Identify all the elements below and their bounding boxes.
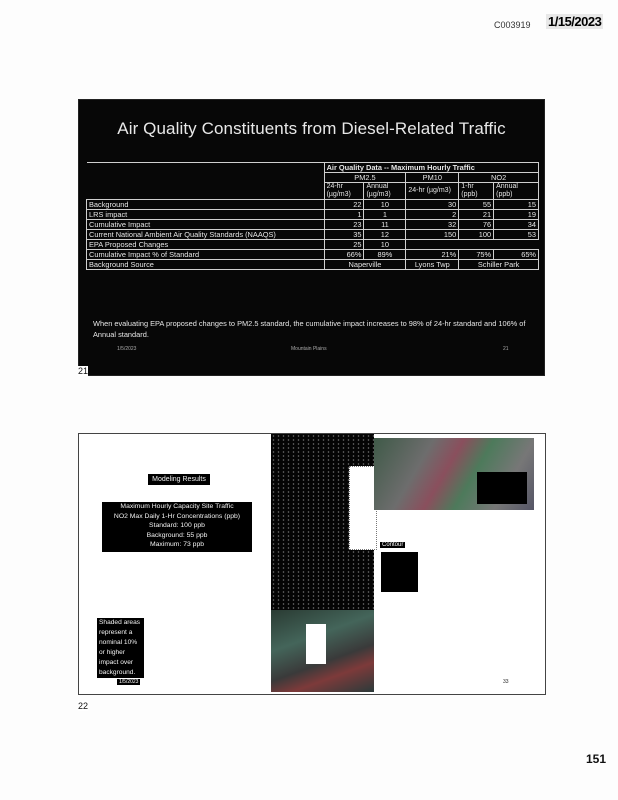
- row-label: Cumulative Impact % of Standard: [87, 250, 325, 260]
- slide-page-number: 33: [503, 679, 509, 685]
- table-cell: 53: [494, 230, 539, 240]
- footer-date: 1/5/2023: [119, 679, 139, 685]
- table-cell: 100: [459, 230, 494, 240]
- table-cell: 1: [324, 210, 364, 220]
- table-cell: 89%: [364, 250, 406, 260]
- document-id: C003919: [494, 20, 531, 30]
- table-row: [87, 210, 539, 220]
- table-cell: 2: [406, 210, 459, 220]
- pollutant-pm10: PM10: [406, 173, 459, 183]
- air-quality-table: [86, 162, 539, 270]
- table-cell: 10: [364, 240, 406, 250]
- table-cell: 21%: [406, 250, 459, 260]
- table-cell: 75%: [459, 250, 494, 260]
- table-cell: 32: [406, 220, 459, 230]
- note-line: Shaded areas: [99, 619, 141, 626]
- table-cell: 1: [364, 210, 406, 220]
- slide-footer-date: 1/5/2023: [117, 346, 137, 352]
- table-row: [87, 250, 539, 260]
- table-cell: 34: [494, 220, 539, 230]
- note-line: background.: [99, 669, 136, 676]
- modeling-results-title: Modeling Results: [148, 474, 210, 485]
- slide-label: 21: [78, 366, 89, 376]
- results-box: [102, 502, 252, 552]
- table-cell: Lyons Twp: [406, 260, 459, 270]
- column-header: 1-hr (ppb): [459, 183, 494, 200]
- table-cell: 76: [459, 220, 494, 230]
- slide-22: [78, 433, 546, 695]
- page-number: 151: [586, 752, 607, 766]
- table-cell: 12: [364, 230, 406, 240]
- table-cell: Naperville: [324, 260, 406, 270]
- contour-label: Contour: [382, 542, 404, 548]
- table-cell: 66%: [324, 250, 364, 260]
- table-cell: 23: [324, 220, 364, 230]
- map-callout: [349, 466, 377, 550]
- row-label: Current National Ambient Air Quality Standards (NAAQS): [87, 230, 325, 240]
- slide-title: Air Quality Constituents from Diesel-Related Traffic: [117, 119, 506, 138]
- table-cell: 21: [459, 210, 494, 220]
- slide-21: [78, 99, 545, 376]
- table-cell: 65%: [494, 250, 539, 260]
- table-cell: 30: [406, 200, 459, 210]
- row-label: Cumulative Impact: [87, 220, 325, 230]
- table-row: [87, 260, 539, 270]
- table-cell: 25: [324, 240, 364, 250]
- results-line: NO2 Max Daily 1-Hr Concentrations (ppb): [113, 512, 241, 520]
- table-cell: Schiller Park: [459, 260, 539, 270]
- results-line: Background: 55 ppb: [146, 531, 208, 539]
- table-row: [87, 220, 539, 230]
- slide-footer-center: Mountain Plains: [291, 346, 327, 352]
- date-stamp: 1/15/2023: [548, 14, 602, 29]
- table-cell: 15: [494, 200, 539, 210]
- table-cell: 19: [494, 210, 539, 220]
- table-cell: 150: [406, 230, 459, 240]
- row-label: EPA Proposed Changes: [87, 240, 325, 250]
- note-line: nominal 10%: [99, 639, 138, 646]
- column-header: 24-hr (µg/m3): [406, 183, 459, 200]
- results-line: Maximum Hourly Capacity Site Traffic: [120, 503, 234, 510]
- legend-box: [477, 472, 527, 504]
- column-header: Annual (ppb): [494, 183, 539, 200]
- table-row: [87, 200, 539, 210]
- table-cell: 22: [324, 200, 364, 210]
- site-map-callout: [306, 624, 326, 664]
- table-cell: 35: [324, 230, 364, 240]
- shaded-areas-note: [97, 618, 144, 678]
- slide-footer-number: 21: [503, 346, 509, 352]
- pollutant-pm25: PM2.5: [324, 173, 406, 183]
- slide-note: When evaluating EPA proposed changes to PM2.5 standard, the cumulative impact increases to 98% of 24-hr standard and 106% of Annual standard.: [93, 319, 526, 339]
- row-label: Background Source: [87, 260, 325, 270]
- results-line: Standard: 100 ppb: [149, 522, 205, 530]
- row-label: LRS impact: [87, 210, 325, 220]
- column-header: 24-hr (µg/m3): [324, 183, 364, 200]
- table-cell: 55: [459, 200, 494, 210]
- note-line: represent a: [99, 629, 133, 636]
- results-line: Maximum: 73 ppb: [149, 541, 205, 549]
- note-line: or higher: [99, 649, 126, 656]
- column-header: Annual (µg/m3): [364, 183, 406, 200]
- contour-inset: [381, 552, 418, 592]
- slide-label: 22: [78, 701, 89, 711]
- table-cell: 11: [364, 220, 406, 230]
- table-row: [87, 240, 539, 250]
- group-header: Air Quality Data -- Maximum Hourly Traffic: [324, 163, 538, 173]
- pollutant-no2: NO2: [459, 173, 539, 183]
- note-line: impact over: [99, 659, 134, 666]
- table-row: [87, 230, 539, 240]
- table-cell: 10: [364, 200, 406, 210]
- row-label: Background: [87, 200, 325, 210]
